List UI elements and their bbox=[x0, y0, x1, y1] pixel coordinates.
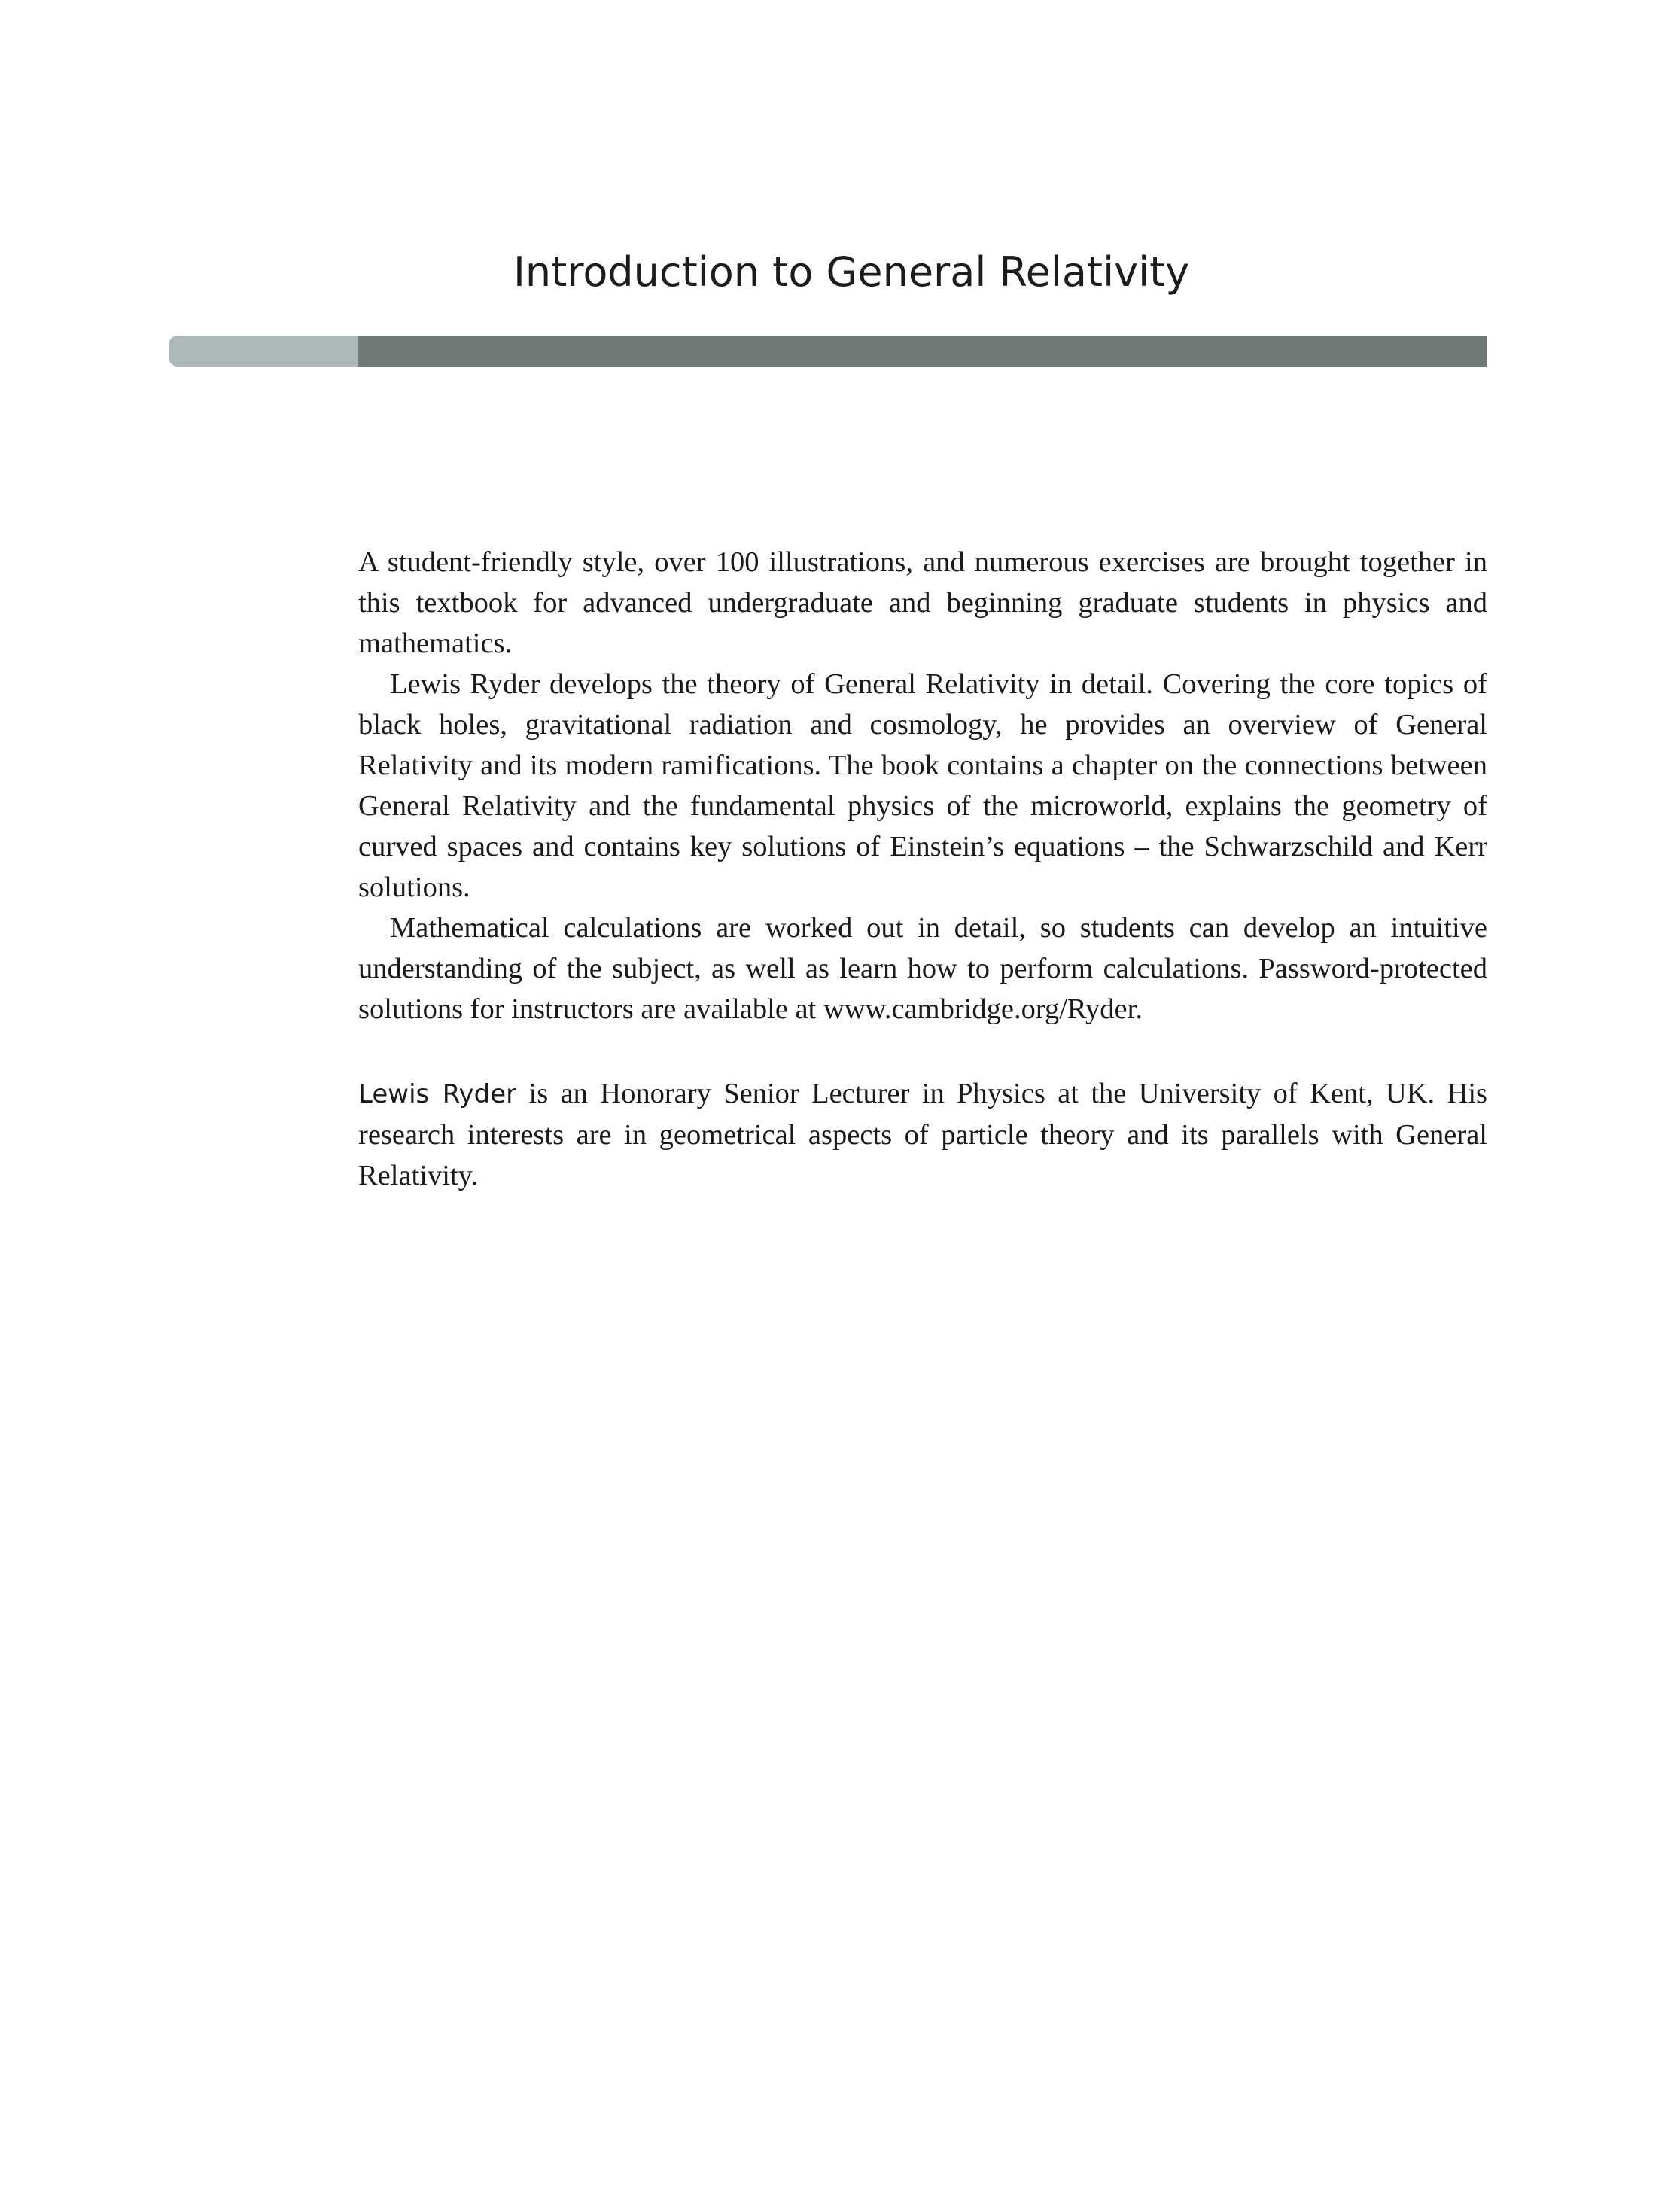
title-rule-accent bbox=[169, 336, 358, 367]
author-name: Lewis Ryder bbox=[358, 1079, 517, 1109]
page-title: Introduction to General Relativity bbox=[513, 248, 1190, 296]
title-rule-bar bbox=[358, 336, 1487, 367]
description-paragraph: A student-friendly style, over 100 illustrations, and numerous exercises are brought together in this textbook for advanced undergraduate and beginning graduate students in physics and mathematics. bbox=[358, 546, 1487, 659]
description-paragraph: Mathematical calculations are worked out in detail, so students can develop an intuitive understanding of the subject, as well as learn how to perform calculations. Password-protected solutions for instructors are available at www.cambridge.org/Ryder. bbox=[358, 912, 1487, 1025]
author-bio-text: is an Honorary Senior Lecturer in Physics at the University of Kent, UK. His research interests are in geometrical aspects of particle theory and its parallels with General Relativity. bbox=[358, 1078, 1487, 1191]
author-bio bbox=[358, 1073, 1487, 1196]
description-paragraph: Lewis Ryder develops the theory of General Relativity in detail. Covering the core topics of black holes, gravitational radiation and cosmology, he provides an overview of General Relativity and its modern ramifications. The book contains a chapter on the connections between General Relativity and the fundamental physics of the microworld, explains the geometry of curved spaces and contains key solutions of Einstein’s equations – the Schwarzschild and Kerr solutions. bbox=[358, 668, 1487, 903]
book-description bbox=[358, 542, 1487, 1030]
